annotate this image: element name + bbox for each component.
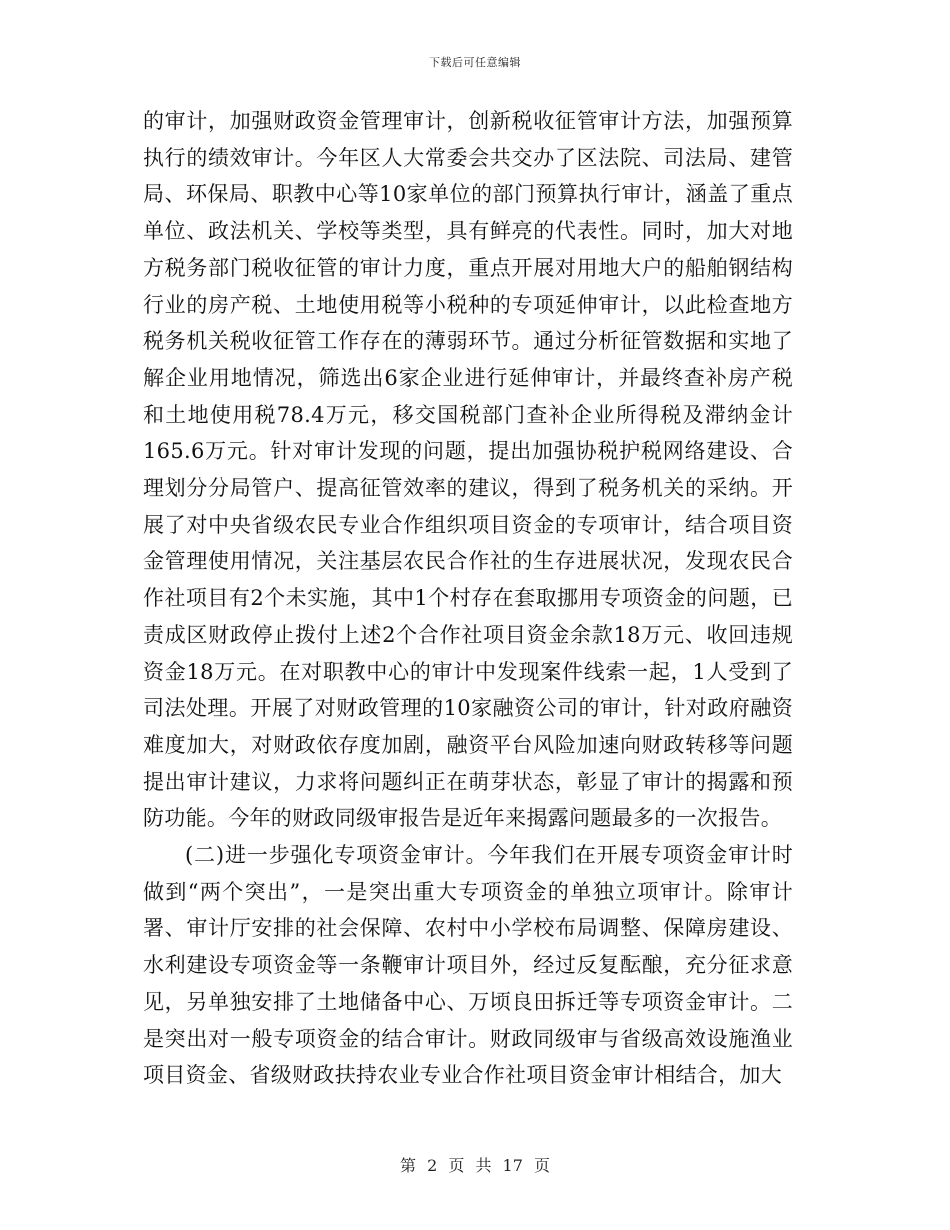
page-header-note: 下载后可任意编辑 bbox=[429, 56, 521, 69]
page-number: 第 2 页 共 17 页 bbox=[400, 1156, 550, 1175]
body-paragraph-1: 的审计，加强财政资金管理审计，创新税收征管审计方法，加强预算执行的绩效审计。今年区人大常委会共交办了区法院、司法局、建管局、环保局、职教中心等10家单位的部门预算执行审计，涵盖了重点单位、政法机关、学校等类型，具有鲜亮的代表性。同时，加大对地方税务部门税收征管的审计力度，重点开展对用地大户的船舶钢结构行业的房产税、土地使用税等小税种的专项延伸审计，以此检查地方税务机关税收征管工作存在的薄弱环节。通过分析征管数据和实地了解企业用地情况，筛选出6家企业进行延伸审计，并最终查补房产税和土地使用税78.4万元，移交国税部门查补企业所得税及滞纳金计165.6万元。针对审计发现的问题，提出加强协税护税网络建设、合理划分分局管户、提高征管效率的建议，得到了税务机关的采纳。开展了对中央省级农民专业合作组织项目资金的专项审计，结合项目资金管理使用情况，关注基层农民合作社的生存进展状况，发现农民合作社项目有2个未实施，其中1个村存在套取挪用专项资金的问题，已责成区财政停止拨付上述2个合作社项目资金余款18万元、收回违规资金18万元。在对职教中心的审计中发现案件线索一起，1人受到了司法处理。开展了对财政管理的10家融资公司的审计，针对政府融资难度加大，对财政依存度加剧，融资平台风险加速向财政转移等问题提出审计建议，力求将问题纠正在萌芽状态，彰显了审计的揭露和预防功能。今年的财政同级审报告是近年来揭露问题最多的一次报告。 bbox=[143, 109, 793, 831]
document-body bbox=[143, 103, 793, 1094]
body-paragraph-2: (二)进一步强化专项资金审计。今年我们在开展专项资金审计时做到“两个突出”，一是突出重大专项资金的单独立项审计。除审计署、审计厅安排的社会保障、农村中小学校布局调整、保障房建设、水利建设专项资金等一条鞭审计项目外，经过反复酝酿，充分征求意见，另单独安排了土地储备中心、万顷良田拆迁等专项资金审计。二是突出对一般专项资金的结合审计。财政同级审与省级高效设施渔业项目资金、省级财政扶持农业专业合作社项目资金审计相结合，加大 bbox=[143, 843, 793, 1088]
